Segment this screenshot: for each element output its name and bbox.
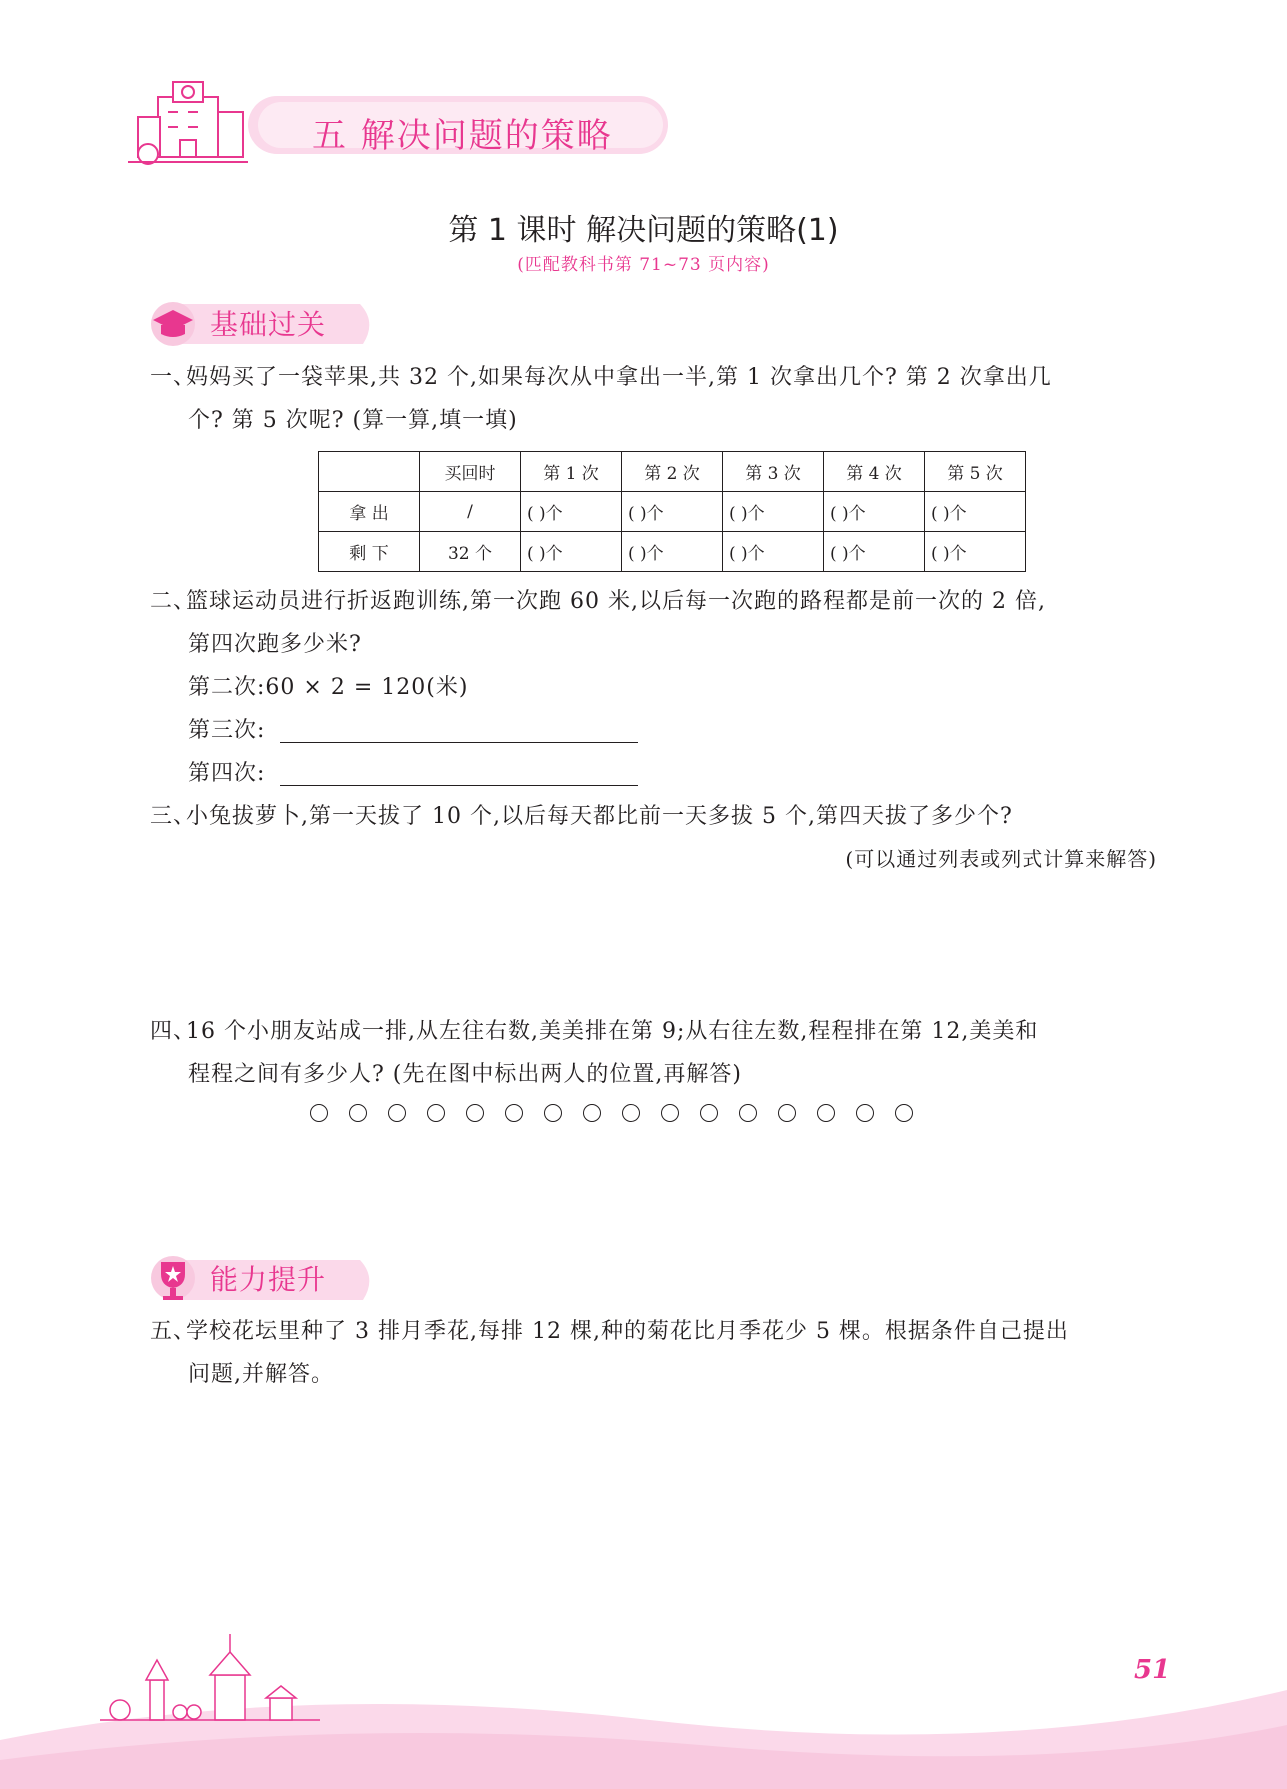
question-5	[150, 1310, 1069, 1396]
footer-decoration	[0, 1620, 1287, 1789]
answer-blank[interactable]: ( )个	[521, 532, 622, 572]
solution-step-label: 第三次:	[188, 718, 266, 743]
graduation-cap-icon	[151, 302, 195, 346]
child-position-circle[interactable]	[544, 1104, 562, 1122]
chapter-title: 五 解决问题的策略	[312, 116, 613, 156]
child-position-circle[interactable]	[583, 1104, 601, 1122]
row-label: 拿 出	[319, 492, 420, 532]
question-number: 二、	[150, 589, 197, 614]
page-number: 51	[1134, 1655, 1171, 1685]
child-position-circle[interactable]	[778, 1104, 796, 1122]
answer-blank[interactable]: ( )个	[925, 492, 1026, 532]
child-position-circle[interactable]	[895, 1104, 913, 1122]
answer-blank[interactable]: ( )个	[723, 532, 824, 572]
answer-blank[interactable]: ( )个	[723, 492, 824, 532]
table-header: 第 1 次	[521, 452, 622, 492]
answer-blank[interactable]: ( )个	[622, 532, 723, 572]
row-label: 剩 下	[319, 532, 420, 572]
section-title-advanced: 能力提升	[210, 1263, 327, 1296]
question-text: 妈妈买了一袋苹果,共 32 个,如果每次从中拿出一半,第 1 次拿出几个? 第 2 次拿出几	[186, 365, 1052, 390]
trophy-icon	[151, 1256, 195, 1300]
question-text: 小兔拔萝卜,第一天拔了 10 个,以后每天都比前一天多拔 5 个,第四天拔了多少个?	[186, 804, 1013, 829]
table-header: 第 2 次	[622, 452, 723, 492]
lesson-subtitle: (匹配教科书第 71~73 页内容)	[517, 255, 770, 275]
question-1	[150, 356, 1052, 442]
table-row	[319, 532, 1026, 572]
child-position-circle[interactable]	[856, 1104, 874, 1122]
child-position-circle[interactable]	[622, 1104, 640, 1122]
answer-line[interactable]	[280, 785, 638, 786]
answer-blank[interactable]: ( )个	[824, 532, 925, 572]
question-text: 问题,并解答。	[188, 1362, 334, 1387]
table-cell: /	[420, 492, 521, 532]
table-header-row	[319, 452, 1026, 492]
question-4	[150, 1010, 1038, 1096]
answer-blank[interactable]: ( )个	[521, 492, 622, 532]
question-hint: (可以通过列表或列式计算来解答)	[845, 847, 1157, 871]
child-position-circle[interactable]	[700, 1104, 718, 1122]
question-text: 程程之间有多少人? (先在图中标出两人的位置,再解答)	[188, 1062, 742, 1087]
table-cell: 32 个	[420, 532, 521, 572]
apple-record-table	[318, 451, 1026, 572]
question-text: 16 个小朋友站成一排,从左往右数,美美排在第 9;从右往左数,程程排在第 12,美美和	[186, 1019, 1039, 1044]
table-header: 第 4 次	[824, 452, 925, 492]
question-number: 一、	[150, 365, 197, 390]
question-3	[150, 795, 1013, 838]
question-text: 学校花坛里种了 3 排月季花,每排 12 棵,种的菊花比月季花少 5 棵。根据条件自己提出	[186, 1319, 1069, 1344]
child-position-circle[interactable]	[310, 1104, 328, 1122]
answer-line[interactable]	[280, 742, 638, 743]
question-text: 个? 第 5 次呢? (算一算,填一填)	[188, 408, 518, 433]
answer-blank[interactable]: ( )个	[824, 492, 925, 532]
table-header: 第 3 次	[723, 452, 824, 492]
question-text: 篮球运动员进行折返跑训练,第一次跑 60 米,以后每一次跑的路程都是前一次的 2 倍,	[186, 589, 1046, 614]
question-number: 五、	[150, 1319, 197, 1344]
question-2	[150, 580, 1046, 795]
children-row-diagram	[310, 1104, 913, 1122]
table-header: 第 5 次	[925, 452, 1026, 492]
lesson-title: 第 1 课时 解决问题的策略(1)	[448, 213, 839, 248]
child-position-circle[interactable]	[466, 1104, 484, 1122]
solution-step-label: 第四次:	[188, 761, 266, 786]
answer-blank[interactable]: ( )个	[622, 492, 723, 532]
child-position-circle[interactable]	[661, 1104, 679, 1122]
question-number: 四、	[150, 1019, 197, 1044]
child-position-circle[interactable]	[817, 1104, 835, 1122]
child-position-circle[interactable]	[427, 1104, 445, 1122]
answer-blank[interactable]: ( )个	[925, 532, 1026, 572]
child-position-circle[interactable]	[739, 1104, 757, 1122]
table-header	[319, 452, 420, 492]
table-header: 买回时	[420, 452, 521, 492]
child-position-circle[interactable]	[349, 1104, 367, 1122]
question-text: 第四次跑多少米?	[188, 632, 362, 657]
child-position-circle[interactable]	[505, 1104, 523, 1122]
solution-step: 第二次:60 × 2 = 120(米)	[188, 675, 469, 700]
castle-town-icon	[100, 1634, 320, 1720]
question-number: 三、	[150, 804, 197, 829]
section-title-basic: 基础过关	[210, 308, 327, 341]
child-position-circle[interactable]	[388, 1104, 406, 1122]
school-building-icon	[128, 82, 248, 164]
table-row	[319, 492, 1026, 532]
